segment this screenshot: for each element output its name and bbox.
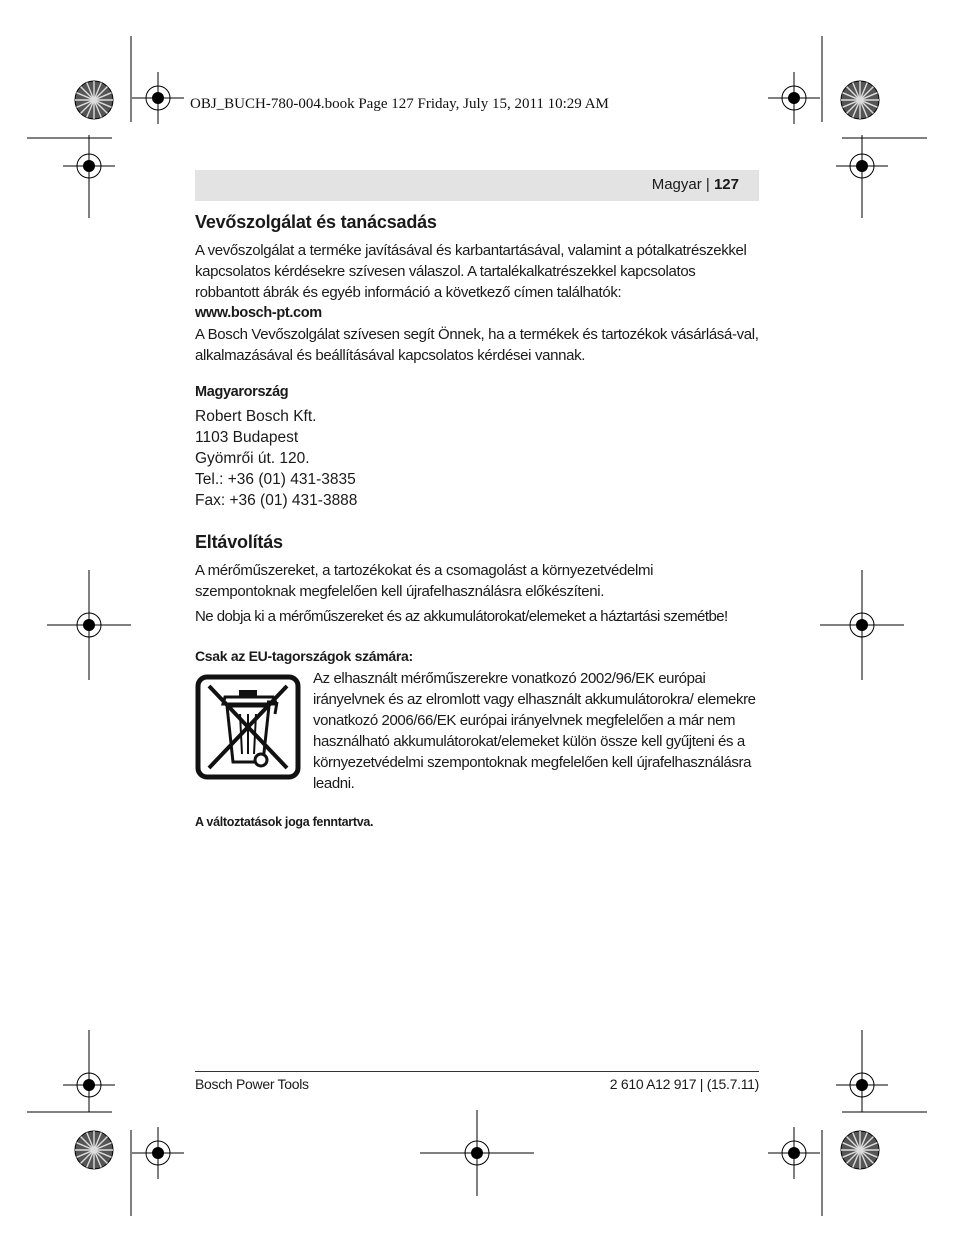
- address-line-city: 1103 Budapest: [195, 429, 299, 446]
- address-block: [195, 406, 759, 511]
- header-language: Magyar: [651, 176, 702, 193]
- address-line-fax: Fax: +36 (01) 431-3888: [195, 492, 358, 509]
- eu-directive-text: Az elhasznált mérőműszerekre vonatkozó 2002/96/EK európai irányelvnek és az elromlott vagy elhasznált akkumulátorokra/ elemekre vonatkozó 2006/66/EK európai irányelvnek megfelelően a már nem használható akkumulátorokat/elemeket külön össze kell gyűjteni és a környezetvédelmi szempontoknak megfelelően kell újrafelhasználásra leadni.: [313, 670, 756, 792]
- website-link[interactable]: www.bosch-pt.com: [195, 305, 322, 321]
- footer-brand: Bosch Power Tools: [195, 1076, 309, 1092]
- disposal-paragraph-1: A mérőműszereket, a tartozékokat és a csomagolást a környezetvédelmi szempontoknak megfelelően kell újrafelhasználásra előkészíteni.: [195, 562, 654, 600]
- footer-divider: [195, 1071, 759, 1072]
- page-header: [195, 170, 759, 201]
- footer-doc-number: 2 610 A12 917 | (15.7.11): [609, 1076, 759, 1092]
- address-line-company: Robert Bosch Kft.: [195, 408, 317, 425]
- print-slug: OBJ_BUCH-780-004.book Page 127 Friday, July 15, 2011 10:29 AM: [190, 96, 609, 112]
- disposal-paragraph-2: Ne dobja ki a mérőműszereket és az akkumulátorokat/elemeket a háztartási szemétbe!: [195, 608, 728, 625]
- country-heading: Magyarország: [195, 384, 289, 400]
- page-number: 127: [713, 176, 739, 193]
- header-separator: |: [701, 176, 714, 193]
- rights-reserved: A változtatások joga fenntartva.: [195, 815, 374, 829]
- service-paragraph-1: A vevőszolgálat a terméke javításával és karbantartásával, valamint a pótalkatrészekkel kapcsolatos kérdésekre szívesen válaszol. A tartalékalkatrészekkel kapcsolatos robbantott ábrák és egyéb információ a következő címen találhatók:: [195, 242, 747, 301]
- disposal-heading: Eltávolítás: [195, 532, 283, 552]
- address-line-street: Gyömrői út. 120.: [195, 450, 310, 467]
- service-paragraph-2: A Bosch Vevőszolgálat szívesen segít Önnek, ha a termékek és tartozékok vásárlásá-val, alkalmazásával és beállításával kapcsolatos kérdései vannak.: [195, 326, 759, 364]
- eu-heading: Csak az EU-tagországok számára:: [195, 648, 413, 664]
- crossed-out-wheelie-bin-icon: [195, 674, 301, 780]
- service-heading: Vevőszolgálat és tanácsadás: [195, 212, 437, 232]
- header-label: [652, 176, 739, 193]
- address-line-phone: Tel.: +36 (01) 431-3835: [195, 471, 356, 488]
